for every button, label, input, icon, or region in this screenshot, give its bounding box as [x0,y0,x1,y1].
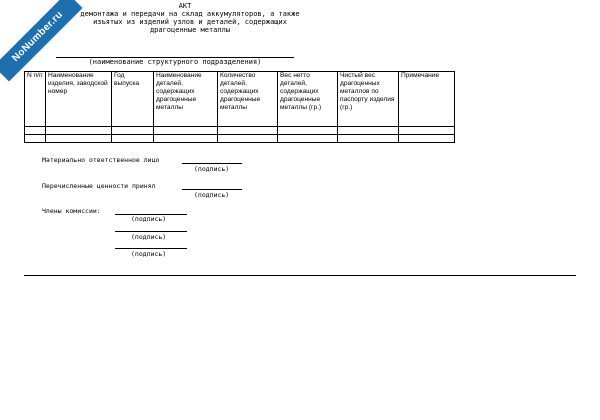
table-cell[interactable] [154,127,218,135]
table-row [25,135,455,143]
table-cell[interactable] [25,135,46,143]
header-part-name: Наименование деталей, содержащих драгоценные металлы [154,72,218,127]
signature-caption: (подпись) [194,191,230,199]
parts-table [24,71,455,143]
table-cell[interactable] [218,135,278,143]
table-cell[interactable] [25,127,46,135]
signature-caption: (подпись) [131,250,167,258]
commission-signature-line-3[interactable] [115,248,187,249]
header-net-weight: Вес нетто деталей, содержащих драгоценные металлы (гр.) [278,72,338,127]
header-number: N п/п [25,72,46,127]
table-cell[interactable] [278,127,338,135]
commission-signature-line-2[interactable] [115,231,187,232]
responsible-signature-line[interactable] [182,163,242,164]
received-signature-line[interactable] [182,189,242,190]
table-cell[interactable] [338,135,399,143]
title-act: АКТ [178,2,192,10]
table-cell[interactable] [399,127,455,135]
title-line-4: драгоценные металлы [149,26,231,34]
table-cell[interactable] [399,135,455,143]
header-product-name: Наименование изделия, заводской номер [46,72,112,127]
header-note: Примечание [399,72,455,127]
table-cell[interactable] [154,135,218,143]
watermark-badge: NoNumber.ru [0,0,83,82]
received-by-label: Перечисленные ценности принял [42,182,156,190]
table-cell[interactable] [46,127,112,135]
table-cell[interactable] [112,127,154,135]
table-cell[interactable] [218,127,278,135]
signature-caption: (подпись) [131,233,167,241]
responsible-person-label: Материально ответственное лицо [42,156,160,164]
title-line-2: демонтажа и передачи на склад аккумуляторов, а также [80,10,300,18]
header-pure-weight: Чистый вес драгоценных металлов по паспорту изделия (гр.) [338,72,399,127]
table-cell[interactable] [338,127,399,135]
table-cell[interactable] [112,135,154,143]
table-cell[interactable] [46,135,112,143]
commission-members-label: Члены комиссии: [42,207,101,215]
title-line-3: изъятых из изделий узлов и деталей, содержащих [93,18,287,26]
table-row [25,127,455,135]
signature-caption: (подпись) [131,215,167,223]
header-year: Год выпуска [112,72,154,127]
table-header-row [25,72,455,127]
header-quantity: Количество деталей, содержащих драгоценные металлы [218,72,278,127]
footer-divider [24,275,576,276]
table-cell[interactable] [278,135,338,143]
unit-name-caption: (наименование структурного подразделения) [88,58,262,66]
document-title [40,2,340,34]
signature-caption: (подпись) [194,165,230,173]
